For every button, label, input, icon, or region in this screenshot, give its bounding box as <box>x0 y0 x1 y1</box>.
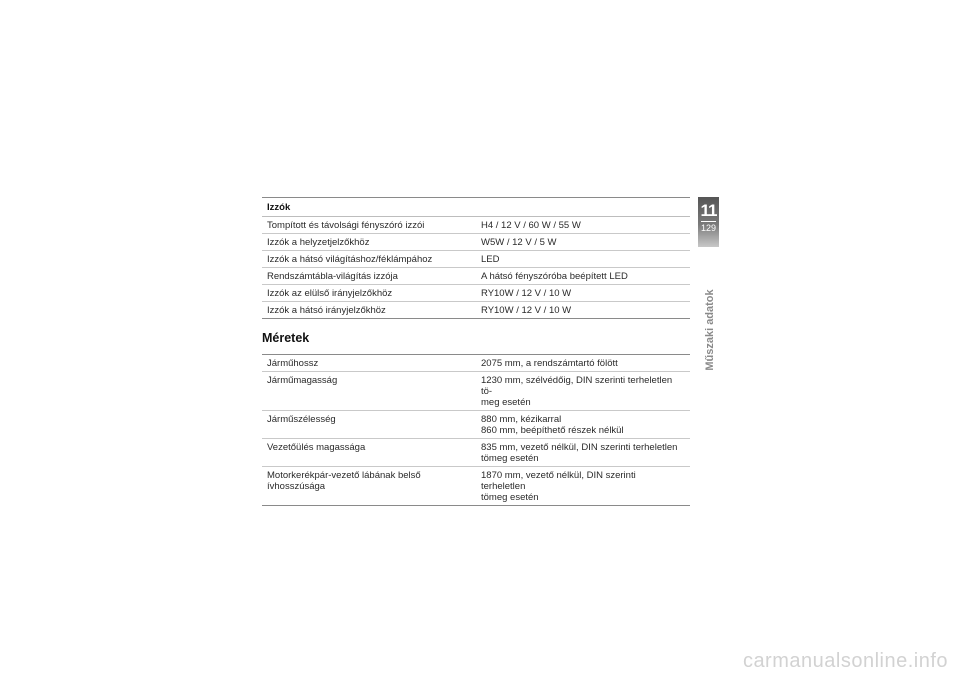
table-row <box>262 285 690 302</box>
row-value <box>476 372 690 410</box>
row-value <box>476 411 690 438</box>
row-label: Járműhossz <box>267 358 319 369</box>
table-row <box>262 411 690 439</box>
row-value: RY10W / 12 V / 10 W <box>481 288 572 299</box>
row-value-line: 880 mm, kézikarral <box>481 414 562 425</box>
bulbs-table-title: Izzók <box>262 198 690 217</box>
row-label: Izzók a hátsó világításhoz/féklámpához <box>267 254 433 265</box>
row-value-line: 835 mm, vezető nélkül, DIN szerinti terheletlen <box>481 442 678 453</box>
row-value-line: 1230 mm, szélvédőig, DIN szerinti terheletlen tö- <box>481 375 673 397</box>
chapter-tab <box>698 197 719 247</box>
row-label: Tompított és távolsági fényszóró izzói <box>267 220 425 231</box>
row-value: H4 / 12 V / 60 W / 55 W <box>481 220 581 231</box>
dimensions-table-body <box>262 355 690 506</box>
bulbs-table <box>262 197 690 319</box>
row-label: Izzók az elülső irányjelzőkhöz <box>267 288 393 299</box>
row-label: Rendszámtábla-világítás izzója <box>267 271 398 282</box>
section-side-label: Műszaki adatok <box>704 289 716 371</box>
row-value <box>476 439 690 466</box>
table-row <box>262 355 690 372</box>
row-value <box>476 467 690 505</box>
table-row <box>262 302 690 319</box>
row-label: Izzók a hátsó irányjelzőkhöz <box>267 305 386 316</box>
row-value-line: 860 mm, beépíthető részek nélkül <box>481 425 624 436</box>
row-value-line: tömeg esetén <box>481 492 539 503</box>
row-label: Izzók a helyzetjelzőkhöz <box>267 237 370 248</box>
table-row <box>262 251 690 268</box>
row-value <box>476 355 690 371</box>
chapter-number: 11 <box>700 201 717 220</box>
row-label: Járműszélesség <box>267 414 336 425</box>
table-row <box>262 217 690 234</box>
row-value-line: 2075 mm, a rendszámtartó fölött <box>481 358 618 369</box>
row-value: LED <box>481 254 500 265</box>
row-value-line: tömeg esetén <box>481 453 539 464</box>
row-label: Motorkerékpár-vezető lábának belső ívhosszúsága <box>267 470 421 492</box>
row-value: RY10W / 12 V / 10 W <box>481 305 572 316</box>
row-value: A hátsó fényszóróba beépített LED <box>481 271 628 282</box>
table-row <box>262 234 690 251</box>
table-row <box>262 467 690 506</box>
row-value-line: meg esetén <box>481 397 531 408</box>
table-row <box>262 372 690 411</box>
page-number: 129 <box>700 223 717 233</box>
watermark: carmanualsonline.info <box>742 650 948 672</box>
row-value: W5W / 12 V / 5 W <box>481 237 557 248</box>
bulbs-table-body <box>262 217 690 319</box>
dimensions-heading: Méretek <box>262 331 310 345</box>
dimensions-table <box>262 354 690 506</box>
row-value-line: 1870 mm, vezető nélkül, DIN szerinti terheletlen <box>481 470 636 492</box>
page-content <box>262 197 690 506</box>
row-label: Vezetőülés magassága <box>267 442 366 453</box>
row-label: Járműmagasság <box>267 375 338 386</box>
table-row <box>262 268 690 285</box>
table-row <box>262 439 690 467</box>
